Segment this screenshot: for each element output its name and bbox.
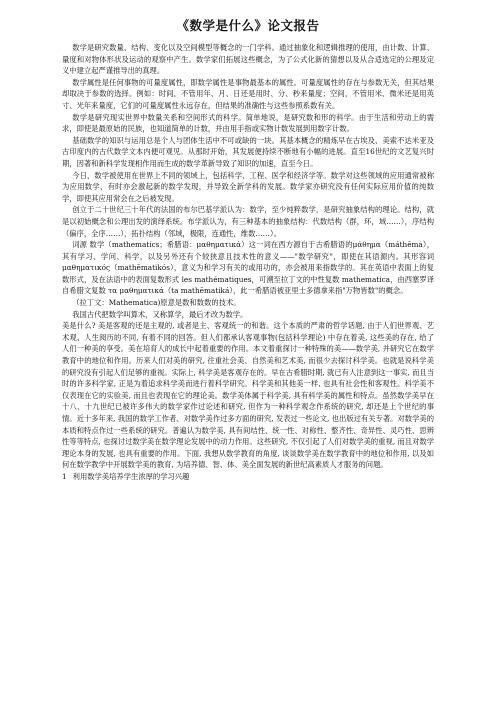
document-body bbox=[62, 42, 434, 483]
paragraph-definition: 数学是研究数量、结构、变化以及空间模型等概念的一门学科。通过抽象化和逻辑推理的使用，由计数、计算、量度和对物体形状及运动的观察中产生。数学家们拓展这些概念，为了公式化新的猜想以及从合适选定的公理及定义中建立起严谨推导出的真理。 bbox=[62, 43, 434, 76]
paragraph-history: 基础数学的知识与运用总是个人与团体生活中不可或缺的一块。其基本概念的精炼早在古埃及、美索不达米亚及古印度内的古代数学文本内便可观见。从那时开始，其发展便持续不断地有小幅的进展。直至16世纪的文艺复兴时期，因著和新科学发现相作用而生成的数学革新导致了知识的加速，直至今日。 bbox=[62, 135, 434, 168]
paragraph-latin-origin: （拉丁文：Mathematica)原意是数和数数的技术。 bbox=[72, 298, 241, 308]
paragraph-chinese-name: 我国古代把数学叫算术，又称算学，最后才改为数学。 bbox=[72, 309, 248, 319]
paragraph-beauty-of-math: 美是什么? 美是客观的还是主观的, 或者是主、客观统一的和谐。这个本质的严肃的哲学话题, 由于人们世界观、艺术观、人生阅历的不同, 有着不同的回答。但人们都承认客观事物(包括科学理论) 中存在着美, 这些美的存在, 给了人们一种美的享受。美在培育人的成长中起着重要的作用。本文着重探讨一种特殊的美——数学美, 并研究它在数学教育中的地位和作用。历来人们对美的研究, 往重社会美、自然美和艺术美, 而很少去探讨科学美。也就是说科学美的研究没有引起人们足够的重视。实际上, 科学美是客观存在的。早在古希腊时期, 就已有人注意到这一事实, 而且当时的许多科学家, 正是为着追求科学美而进行着科学研究。科学美和其他美一样, 也具有社会性和客观性。科学美不仅表现在它的实验美, 而且也表现在它的理论美。数学美体属于科学美, 具有科学美的属性和特点。虽然数学美早在十八、十九世纪已被许多伟大的数学家作过论述和研究, 但作为一种科学观念作系统的研究, 却还是上个世纪的事情。近十多年来, 我国的数学工作者、对数学美作过多方面的研究, 发表过一些论文, 也出版过有关专著。对数学美的本质和特点作过一些系统的研究。普遍认为数学美, 具有间结性、统一性、对称性、整齐性、奇异性、灵巧性、思辨性等等特点, 也探讨过数学美在数学理论发展中的动力作用。这些研究, 不仅引起了人们对数学美的重视, 而且对数学理论本身的发展, 也具有重要的作用。下面, 我想从数学教育的角度, 谈谈数学美在数学教育中的地位和作用, 以及如何在数学教学中开展数学美的教育, 为培养德、智、体、美全面发展的新世纪高素质人才服务的问题。 bbox=[62, 321, 434, 470]
list-item-number: 1 bbox=[62, 471, 67, 481]
list-item bbox=[62, 471, 434, 483]
paragraph-measurable-property: 数学属性是任何事物的可量度属性，即数学属性是事物最基本的属性。可量度属性的存在与参数无关，但其结果却取决于参数的选择。例如：时间，不管用年、月、日还是用时、分、秒来量度；空间，不管用米、微米还是用英寸、光年来量度，它们的可量度属性永远存在，但结果的准确性与这些参照系数有关。 bbox=[62, 77, 434, 110]
document-title: 《数学是什么》论文报告 bbox=[176, 18, 320, 33]
paragraph-etymology: 词源 数学（mathematics；希腊语：μαθηματικά）这一词在西方源自于古希腊语的μάθημα（máthēma），其有学习、学问、科学，以及另外还有个较狭意且技术性的意义——"数学研究"，即使在其语源内。其形容词 μαθηματικός（mathēmatikós），意义为和学习有关的或用功的，亦会被用来指数学的。其在英语中表面上的复数形式，及在法语中的表面复数形式 les mathématiques，可溯至拉丁文的中性复数 mathematica，由西塞罗译自希腊文复数 τα μαθηματικά（ta mathēmatiká），此一希腊语被亚里士多德拿来指"万物皆数"的概念。 bbox=[62, 240, 434, 296]
paragraph-bourbaki: 创立于二十世纪三十年代的法国的布尔巴基学派认为：数学，至少纯粹数学，是研究抽象结构的理论。结构，就是以初始概念和公理出发的演绎系统。布学派认为，有三种基本的抽象结构：代数结构（群，环，域……），序结构（偏序，全序……），拓扑结构（邻域，极限，连通性，维数……）。 bbox=[62, 205, 434, 238]
paragraph-applications: 今日，数学被使用在世界上不同的领域上，包括科学、工程、医学和经济学等。数学对这些领域的应用通常被称为应用数学，有时亦会激起新的数学发现，并导致全新学科的发展。数学家亦研究没有任何实际应用价值的纯数学，即使其应用常会在之后被发现。 bbox=[62, 170, 434, 203]
paragraph-number-and-form: 数学是研究现实世界中数量关系和空间形式的科学。简单地说，是研究数和形的科学。由于生活和劳动上的需求，即使是最原始的民族，也知道简单的计数，并由用手指或实物计数发展到用数字计数。 bbox=[62, 112, 434, 134]
list-item-text: 利用数学美培养学生浓厚的学习兴趣 bbox=[72, 471, 190, 481]
